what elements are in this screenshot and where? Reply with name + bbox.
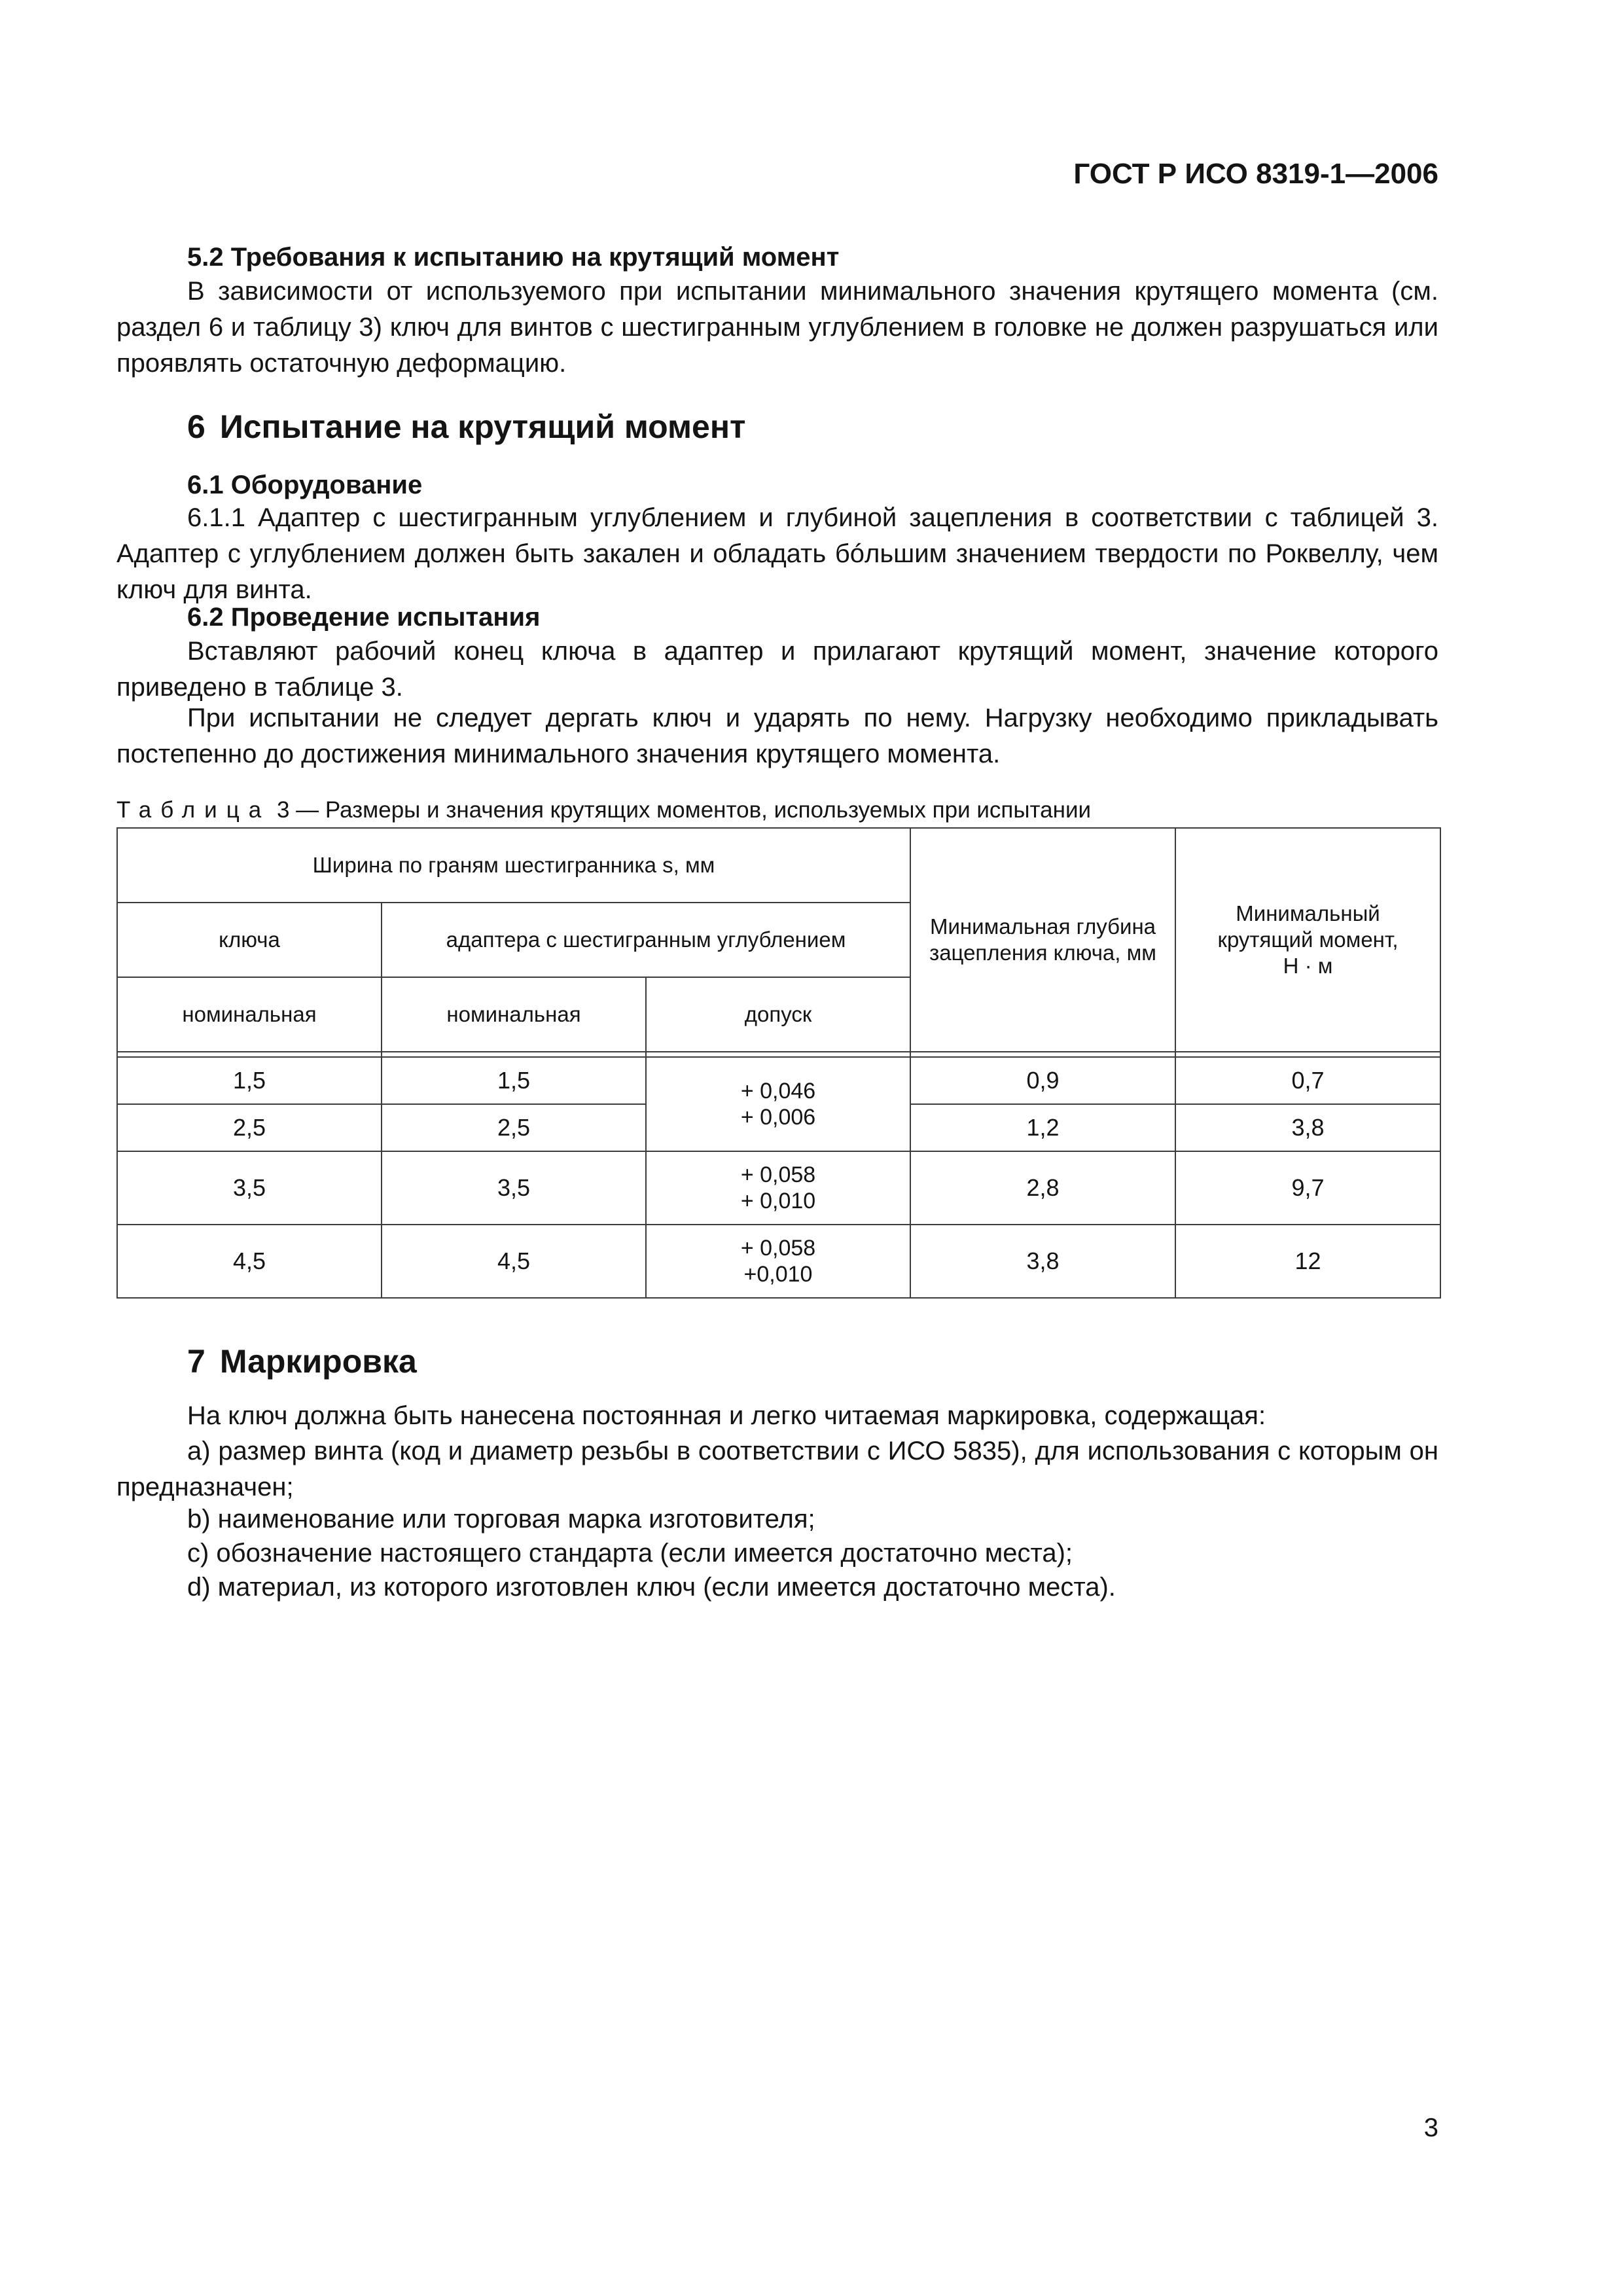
cell-depth: 0,9 [910, 1057, 1175, 1104]
list-item-a [116, 1433, 1438, 1505]
header-key-nominal: номинальная [117, 977, 382, 1052]
paragraph-5-2 [116, 274, 1438, 382]
header-adapter-tolerance: допуск [646, 977, 910, 1052]
paragraph-6-2-a-text: Вставляют рабочий конец ключа в адаптер и прилагают крутящий момент, значение которого приведено в таблице 3. [116, 637, 1438, 702]
cell-torque: 0,7 [1175, 1057, 1440, 1104]
table-header-row-1 [117, 828, 1440, 903]
paragraph-6-2-b-text: При испытании не следует дергать ключ и ударять по нему. Нагрузку необходимо прикладывать постепенно до достижения минимального значения крутящего момента. [116, 704, 1438, 768]
subsection-heading-6-2: 6.2 Проведение испытания [187, 603, 541, 632]
table-row [117, 1225, 1440, 1298]
section-heading-6 [187, 407, 746, 446]
cell-key: 2,5 [117, 1104, 382, 1151]
list-item-a-text: a) размер винта (код и диаметр резьбы в соответствии с ИСО 5835), для использования с которым он предназначен; [116, 1437, 1438, 1501]
list-item-d [116, 1570, 1438, 1605]
cell-tolerance [646, 1225, 910, 1298]
subsection-heading-5-2: 5.2 Требования к испытанию на крутящий момент [187, 243, 840, 272]
paragraph-5-2-text: В зависимости от используемого при испытании минимального значения крутящего момента (см. раздел 6 и таблицу 3) ключ для винтов с шестигранным углублением в головке не должен разрушаться или проявлять остаточную деформацию. [116, 277, 1438, 378]
table-caption-text: 3 — Размеры и значения крутящих моментов, используемых при испытании [276, 797, 1092, 823]
subsection-heading-6-1: 6.1 Оборудование [187, 471, 423, 499]
header-min-depth: Минимальная глубина зацепления ключа, мм [910, 828, 1175, 1052]
table-caption-label: Таблица [116, 797, 271, 823]
cell-key: 1,5 [117, 1057, 382, 1104]
header-key: ключа [117, 903, 382, 977]
list-item-d-text: d) материал, из которого изготовлен ключ (если имеется достаточно места). [187, 1573, 1116, 1602]
paragraph-6-1-1-text: 6.1.1 Адаптер с шестигранным углублением и глубиной зацепления в соответствии с таблицей 3. Адаптер с углублением должен быть закален и обладать бóльшим значением твердости по Роквеллу, чем ключ для винта. [116, 503, 1438, 604]
cell-torque: 3,8 [1175, 1104, 1440, 1151]
tolerance-lower: +0,010 [743, 1262, 813, 1287]
tolerance-lower: + 0,006 [740, 1105, 816, 1130]
table-row [117, 1151, 1440, 1225]
cell-torque: 12 [1175, 1225, 1440, 1298]
header-min-torque-unit: Н · м [1283, 954, 1333, 978]
paragraph-6-2-a [116, 634, 1438, 706]
cell-depth: 2,8 [910, 1151, 1175, 1225]
section-title-6: Испытание на крутящий момент [219, 408, 746, 445]
section-title-7: Маркировка [219, 1343, 417, 1380]
document-code: ГОСТ Р ИСО 8319-1—2006 [1073, 158, 1438, 190]
cell-adapter: 3,5 [382, 1151, 646, 1225]
header-width-across-flats: Ширина по граням шестигранника s, мм [117, 828, 910, 903]
cell-adapter: 2,5 [382, 1104, 646, 1151]
list-item-c [116, 1535, 1438, 1571]
cell-torque: 9,7 [1175, 1151, 1440, 1225]
tolerance-upper: + 0,046 [740, 1079, 816, 1103]
cell-adapter: 4,5 [382, 1225, 646, 1298]
header-min-torque-line2: крутящий момент, [1217, 927, 1399, 952]
table-row [117, 1057, 1440, 1104]
section-heading-7 [187, 1342, 417, 1381]
paragraph-7-intro [116, 1398, 1438, 1434]
list-item-c-text: c) обозначение настоящего стандарта (если имеется достаточно места); [187, 1539, 1073, 1568]
table-caption [116, 796, 1091, 825]
section-number-6: 6 [187, 408, 205, 445]
paragraph-6-1-1 [116, 500, 1438, 608]
page-number: 3 [1423, 2113, 1438, 2142]
paragraph-6-2-b [116, 700, 1438, 772]
header-min-torque [1175, 828, 1440, 1052]
section-number-7: 7 [187, 1343, 205, 1380]
tolerance-lower: + 0,010 [740, 1189, 816, 1213]
header-min-torque-line1: Минимальный [1236, 901, 1380, 925]
cell-depth: 1,2 [910, 1104, 1175, 1151]
paragraph-7-intro-text: На ключ должна быть нанесена постоянная и легко читаемая маркировка, содержащая: [187, 1401, 1266, 1430]
cell-key: 4,5 [117, 1225, 382, 1298]
list-item-b-text: b) наименование или торговая марка изготовителя; [187, 1505, 815, 1534]
cell-key: 3,5 [117, 1151, 382, 1225]
tolerance-upper: + 0,058 [740, 1162, 816, 1187]
table-header-separator [117, 1052, 1440, 1057]
header-adapter: адаптера с шестигранным углублением [382, 903, 910, 977]
cell-tolerance [646, 1151, 910, 1225]
cell-depth: 3,8 [910, 1225, 1175, 1298]
table-3 [116, 827, 1441, 1299]
cell-adapter: 1,5 [382, 1057, 646, 1104]
header-adapter-nominal: номинальная [382, 977, 646, 1052]
list-item-b [116, 1501, 1438, 1537]
cell-tolerance [646, 1057, 910, 1151]
tolerance-upper: + 0,058 [740, 1236, 816, 1261]
